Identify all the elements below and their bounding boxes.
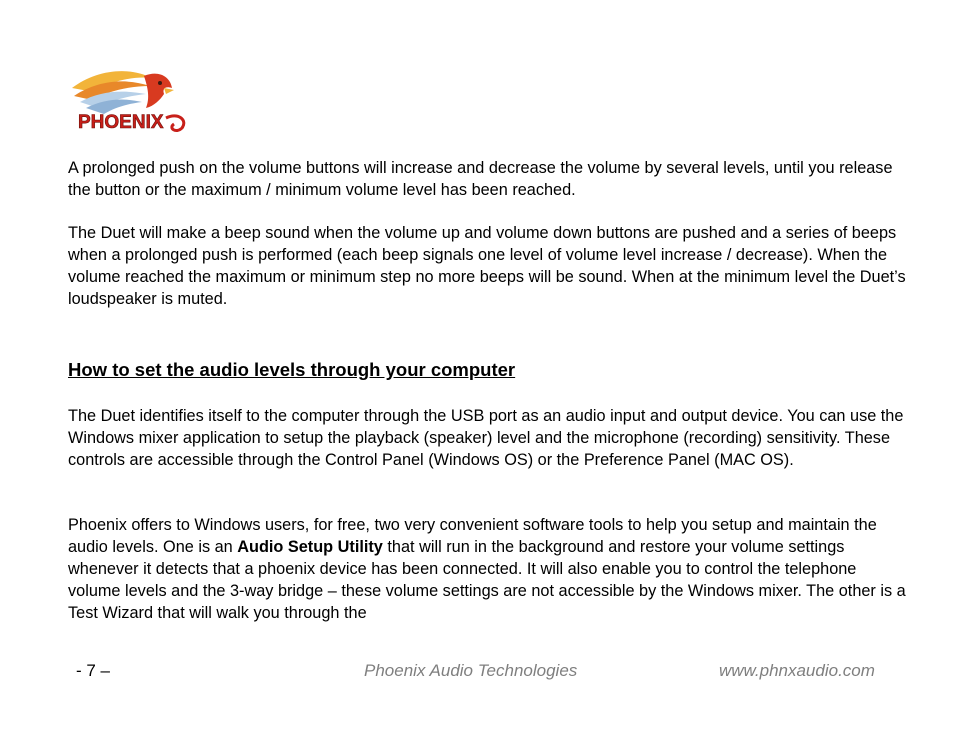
paragraph-software-tools-part1: Phoenix offers to Windows users, for free, two very convenient software tools to help you setup and maintain the audio levels. One is an: [68, 516, 877, 556]
phoenix-logo: [66, 66, 190, 136]
phoenix-bird-icon: [66, 66, 190, 136]
svg-text:PHOENIX: PHOENIX: [78, 112, 164, 133]
audio-setup-utility-term: Audio Setup Utility: [237, 538, 383, 556]
paragraph-beep-sound: The Duet will make a beep sound when the volume up and volume down buttons are pushed and a series of beeps when a prolonged push is performed (each beep signals one level of volume level increase / decrease). When the volume reached the maximum or minimum step no more beeps will be sound. When at the minimum level the Duet’s loudspeaker is muted.: [68, 224, 906, 308]
paragraph-software-tools-part2: that will run in the background and restore your volume settings whenever it detects that a phoenix device has been connected. It will also enable you to control the telephone volume levels and the 3-way bridge – these volume settings are not accessible by the Windows mixer. The other is a Test Wizard that will walk you through the: [68, 538, 906, 622]
paragraph-volume-push: A prolonged push on the volume buttons will increase and decrease the volume by several levels, until you release the button or the maximum / minimum volume level has been reached.: [68, 159, 893, 199]
paragraph-usb-device: The Duet identifies itself to the computer through the USB port as an audio input and output device. You can use the Windows mixer application to setup the playback (speaker) level and the microphone (recording) sensitivity. These controls are accessible through the Control Panel (Windows OS) or the Preference Panel (MAC OS).: [68, 407, 904, 469]
section-heading: How to set the audio levels through your computer: [68, 359, 516, 380]
footer-company: Phoenix Audio Technologies: [364, 661, 578, 680]
paragraph-software-tools: [68, 514, 908, 624]
footer-url: www.phnxaudio.com: [719, 661, 875, 680]
page-number: - 7 –: [76, 661, 111, 680]
